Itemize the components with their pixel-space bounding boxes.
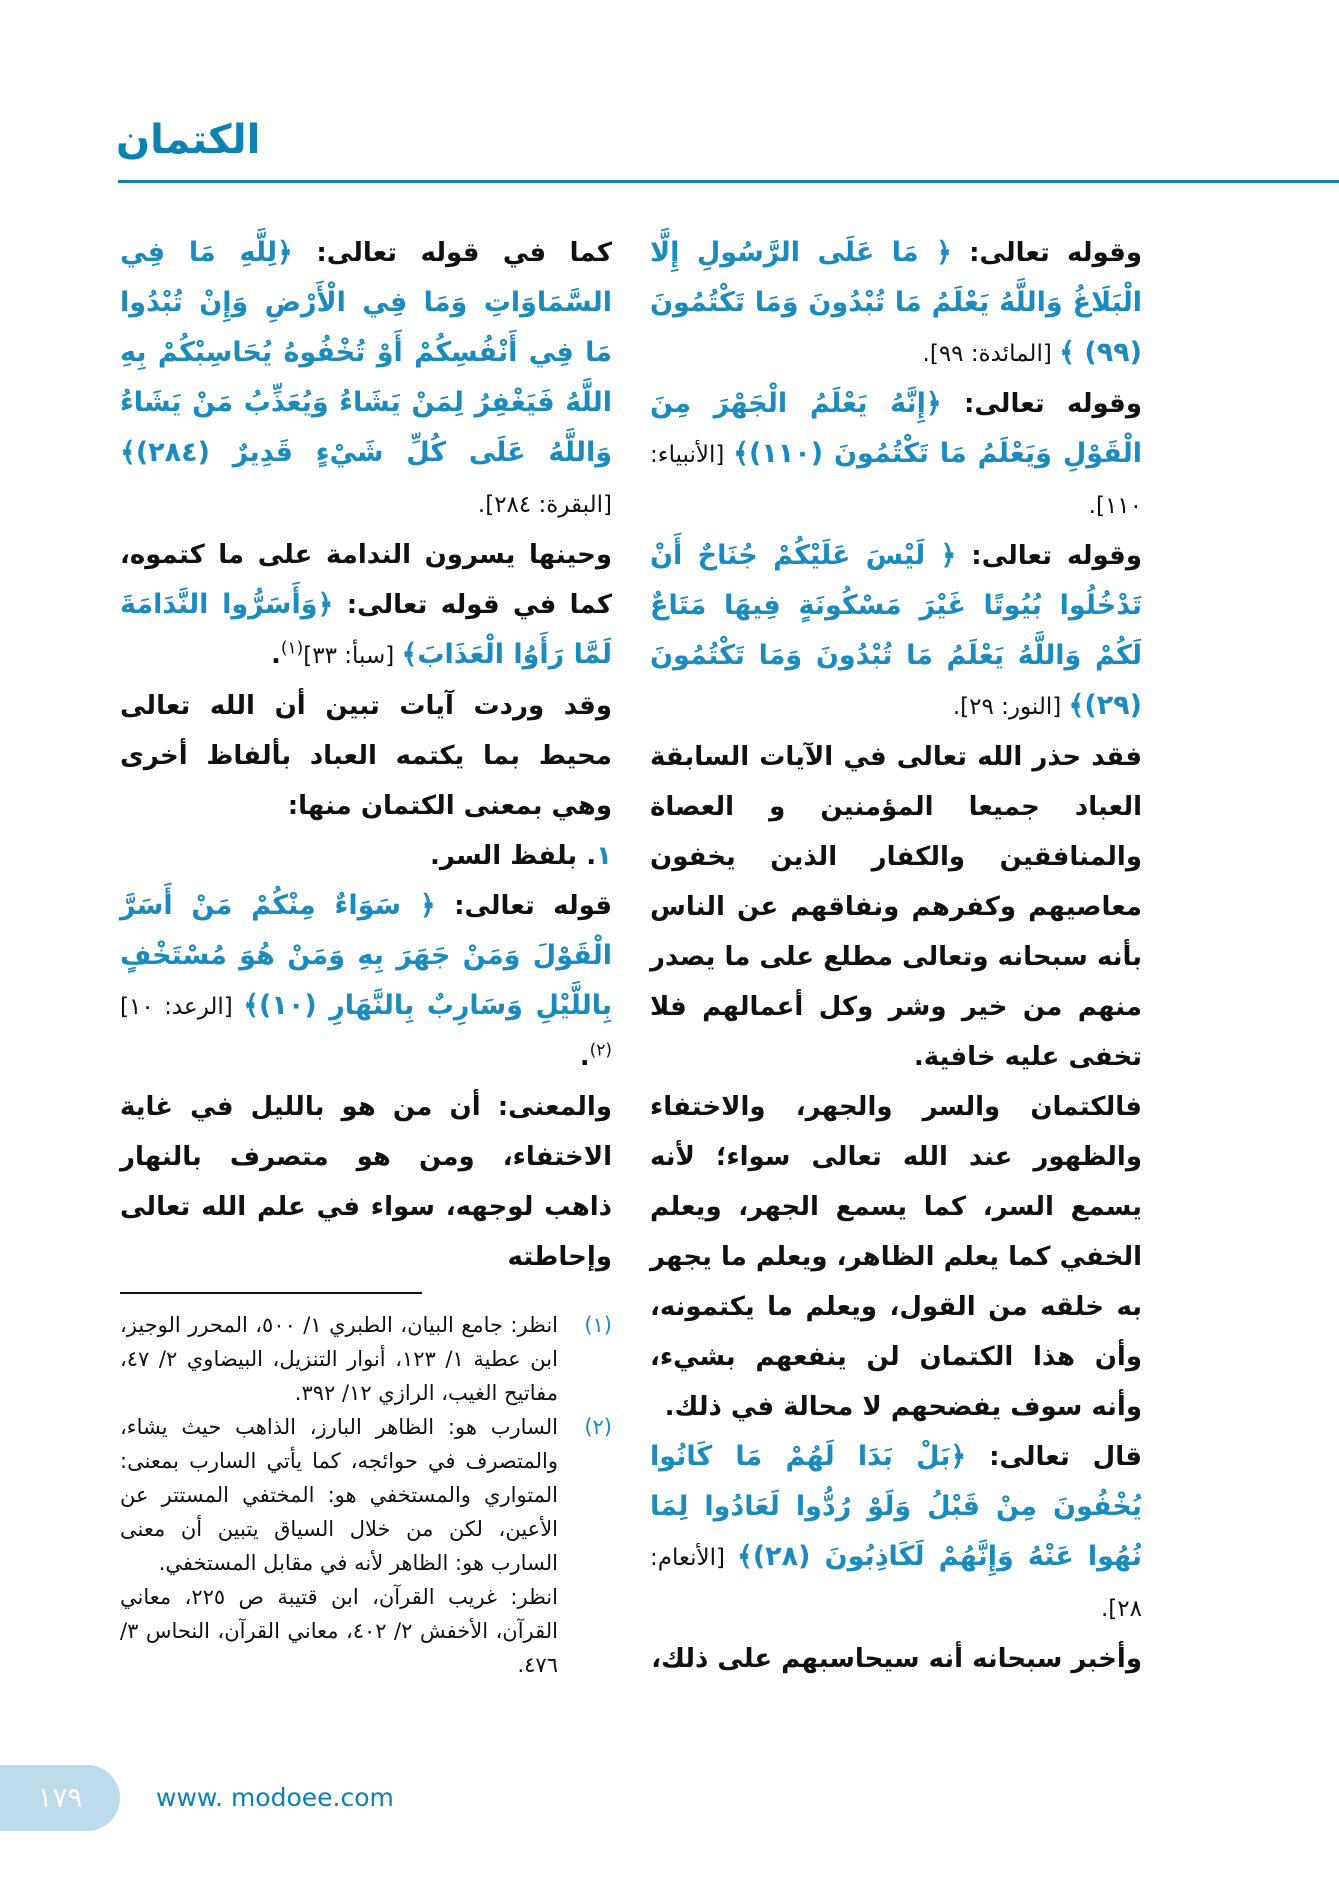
list-text: . بلفظ السر. xyxy=(430,841,597,871)
footnote-separator xyxy=(120,1292,422,1294)
paragraph xyxy=(650,379,1142,531)
quran-verse: ﴿بَلْ بَدَا لَهُمْ مَا كَانُوا يُخْفُونَ مِنْ قَبْلُ وَلَوْ رُدُّوا لَعَادُوا لِمَا نُهُوا عَنْهُ وَإِنَّهُمْ لَكَاذِبُونَ (٢٨)﴾ xyxy=(650,1441,1142,1572)
punctuation: . xyxy=(579,1042,590,1072)
header-rule xyxy=(118,180,1339,183)
paragraph: فقد حذر الله تعالى في الآيات السابقة العباد جميعا المؤمنين و العصاة والمنافقين والكفار الذين يخفون معاصيهم وكفرهم ونفاقهم عن الناس بأنه سبحانه وتعالى مطلع على ما يصدر منهم من خير وشر وكل أعمالهم فلا تخفى عليه خافية. xyxy=(650,742,1142,1072)
paragraph xyxy=(120,881,612,1082)
footnote xyxy=(120,1410,612,1682)
paragraph: وقد وردت آيات تبين أن الله تعالى محيط بما يكتمه العباد بألفاظ أخرى وهي بمعنى الكتمان منها: xyxy=(120,691,612,821)
quran-verse: ﴿لِلَّهِ مَا فِي السَّمَاوَاتِ وَمَا فِي الْأَرْضِ وَإِنْ تُبْدُوا مَا فِي أَنْفُسِكُمْ أَوْ تُخْفُوهُ يُحَاسِبْكُمْ بِهِ اللَّهُ فَيَغْفِرُ لِمَنْ يَشَاءُ وَيُعَذِّبُ مَنْ يَشَاءُ وَاللَّهُ عَلَى كُلِّ شَيْءٍ قَدِيرٌ (٢٨٤)﴾ xyxy=(120,237,612,468)
quran-verse: ﴿وَأَسَرُّوا النَّدَامَةَ لَمَّا رَأَوُا الْعَذَابَ﴾ xyxy=(120,589,612,670)
paragraph xyxy=(120,530,612,681)
quran-verse: ﴿ مَا عَلَى الرَّسُولِ إِلَّا الْبَلَاغُ وَاللَّهُ يَعْلَمُ مَا تُبْدُونَ وَمَا تَكْتُمُونَ (٩٩) ﴾ xyxy=(650,237,1142,368)
footnote-text: انظر: جامع البيان، الطبري ١/ ٥٠٠، المحرر الوجيز، ابن عطية ١/ ١٢٣، أنوار التنزيل، البيضاوي ٢/ ٤٧، مفاتيح الغيب، الرازي ١٢/ ٣٩٢. xyxy=(120,1313,558,1405)
footnote-mark: (٢) xyxy=(584,1415,612,1439)
footer xyxy=(0,1765,1339,1890)
paragraph: وأخبر سبحانه أنه سيحاسبهم على ذلك، xyxy=(651,1644,1142,1674)
verse-reference: [الأنبياء: ١١٠]. xyxy=(650,442,1142,519)
quran-verse: ﴿ سَوَاءٌ مِنْكُمْ مَنْ أَسَرَّ الْقَوْلَ وَمَنْ جَهَرَ بِهِ وَمَنْ هُوَ مُسْتَخْفٍ بِاللَّيْلِ وَسَارِبٌ بِالنَّهَارِ (١٠)﴾ xyxy=(120,890,613,1021)
lead-text: وقوله تعالى: xyxy=(951,238,1142,268)
footnote xyxy=(120,1308,612,1410)
website-link[interactable]: www. modoee.com xyxy=(156,1783,394,1812)
lead-text: وحينها يسرون الندامة على ما كتموه، كما في قوله تعالى: xyxy=(120,540,612,620)
lead-text: وقوله تعالى: xyxy=(956,541,1142,571)
paragraph: والمعنى: أن من هو بالليل في غاية الاختفاء، ومن هو متصرف بالنهار ذاهب لوجهه، سواء في علم الله تعالى وإحاطته xyxy=(120,1092,612,1272)
chapter-title: الكتمان xyxy=(116,117,261,163)
footnote-ref[interactable]: (٢) xyxy=(589,1040,612,1061)
footnote-text: انظر: غريب القرآن، ابن قتيبة ص ٢٢٥، معاني القرآن، الأخفش ٢/ ٤٠٢، معاني القرآن، النحاس ٣/ ٤٧٦. xyxy=(120,1585,558,1677)
footnote-mark: (١) xyxy=(584,1313,612,1337)
header xyxy=(0,0,1339,228)
paragraph xyxy=(650,228,1142,379)
paragraph xyxy=(650,531,1142,732)
list-item xyxy=(120,831,612,881)
verse-reference: [الرعد: ١٠] xyxy=(120,994,244,1020)
verse-reference: [سبأ: ٣٣] xyxy=(303,643,402,669)
footnote-text: السارب هو: الظاهر البارز، الذاهب حيث يشاء، والمتصرف في حوائجه، كما يأتي السارب بمعنى: المتواري والمستخفي هو: المختفي المستتر عن الأعين، لكن من خلال السياق يتبين أن معنى السارب هو: الظاهر لأنه في مقابل المستخفي. xyxy=(120,1415,558,1575)
columns xyxy=(120,228,1142,1745)
footnotes xyxy=(120,1308,612,1682)
verse-reference: [البقرة: ٢٨٤]. xyxy=(477,492,612,518)
quran-verse: ﴿ لَيْسَ عَلَيْكُمْ جُنَاحٌ أَنْ تَدْخُلُوا بُيُوتًا غَيْرَ مَسْكُونَةٍ فِيهَا مَتَاعٌ لَكُمْ وَاللَّهُ يَعْلَمُ مَا تُبْدُونَ وَمَا تَكْتُمُونَ (٢٩)﴾ xyxy=(650,540,1142,721)
footnote-ref[interactable]: (١) xyxy=(280,638,304,659)
punctuation: . xyxy=(270,640,281,670)
paragraph xyxy=(650,1432,1142,1634)
lead-text: قال تعالى: xyxy=(966,1442,1142,1472)
paragraph xyxy=(120,228,612,530)
footnote-body xyxy=(120,1410,558,1682)
paragraph: فالكتمان والسر والجهر، والاختفاء والظهور عند الله تعالى سواء؛ لأنه يسمع السر، كما يسمع الجهر، ويعلم الخفي كما يعلم الظاهر، ويعلم ما يجهر به خلقه من القول، ويعلم ما يكتمونه، وأن هذا الكتمان لن ينفعهم بشيء، وأنه سوف يفضحهم لا محالة في ذلك. xyxy=(650,1092,1142,1422)
left-column xyxy=(120,228,612,1682)
page-number: ١٧٩ xyxy=(0,1765,120,1831)
lead-text: وقوله تعالى: xyxy=(941,389,1142,419)
footnote-body xyxy=(120,1308,558,1410)
lead-text: قوله تعالى: xyxy=(435,891,613,921)
list-number: ١ xyxy=(596,841,612,871)
quran-verse: ﴿إِنَّهُ يَعْلَمُ الْجَهْرَ مِنَ الْقَوْلِ وَيَعْلَمُ مَا تَكْتُمُونَ (١١٠)﴾ xyxy=(650,388,1142,469)
lead-text: كما في قوله تعالى: xyxy=(292,238,612,268)
verse-reference: [الأنعام: ٢٨]. xyxy=(650,1545,1142,1622)
right-column xyxy=(650,228,1142,1684)
verse-reference: [النور: ٢٩]. xyxy=(952,694,1069,720)
verse-reference: [المائدة: ٩٩]. xyxy=(922,341,1060,367)
